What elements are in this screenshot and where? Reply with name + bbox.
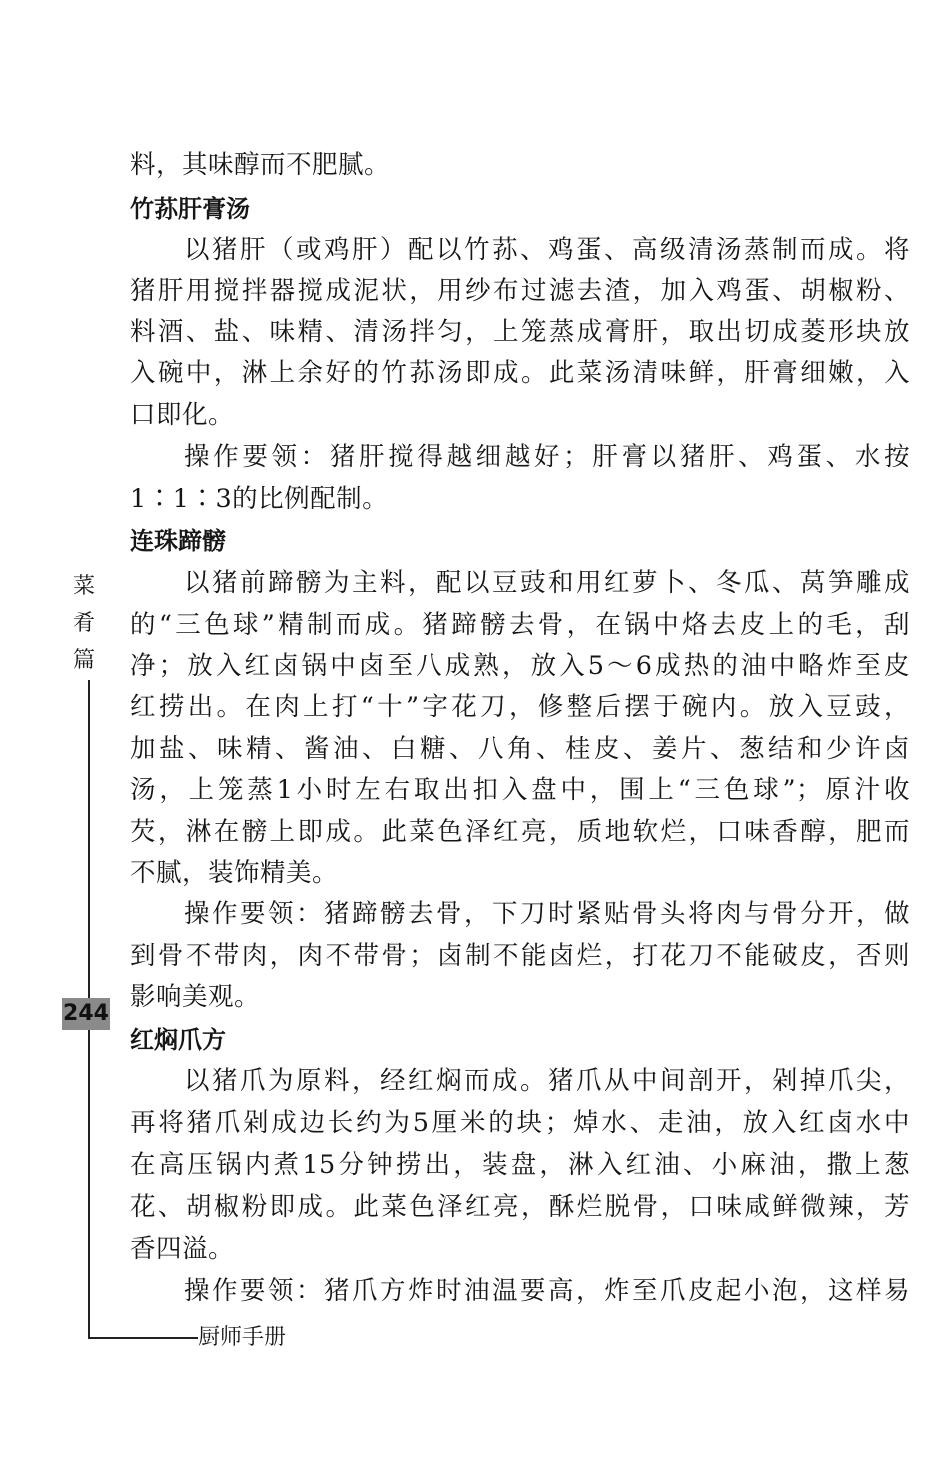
margin-rule-lower bbox=[88, 1030, 90, 1339]
text-line: 的“三色球”精制而成。猪蹄髈去骨，在锅中烙去皮上的毛，刮 bbox=[130, 610, 910, 640]
margin-rule-upper bbox=[88, 680, 90, 998]
text-line: 到骨不带肉，肉不带骨；卤制不能卤烂，打花刀不能破皮，否则 bbox=[130, 941, 910, 971]
text-line: 汤，上笼蒸1小时左右取出扣入盘中，围上“三色球”；原汁收 bbox=[130, 775, 910, 805]
text-line: 料酒、盐、味精、清汤拌匀，上笼蒸成膏肝，取出切成菱形块放 bbox=[130, 317, 910, 347]
section-heading: 竹荪肝膏汤 bbox=[130, 195, 250, 223]
text-line: 猪肝用搅拌器搅成泥状，用纱布过滤去渣，加入鸡蛋、胡椒粉、 bbox=[130, 276, 910, 306]
side-title-char: 肴 bbox=[72, 611, 95, 636]
text-line: 在高压锅内煮15分钟捞出，装盘，淋入红油、小麻油，撒上葱 bbox=[130, 1150, 910, 1180]
text-line: 净；放入红卤锅中卤至八成熟，放入5～6成热的油中略炸至皮 bbox=[130, 651, 910, 681]
section-heading: 红焖爪方 bbox=[130, 1026, 226, 1054]
text-line: 以猪前蹄髈为主料，配以豆豉和用红萝卜、冬瓜、莴笋雕成 bbox=[184, 568, 910, 598]
text-line: 香四溢。 bbox=[130, 1234, 235, 1264]
text-line: 入碗中，淋上余好的竹荪汤即成。此菜汤清味鲜，肝膏细嫩，入 bbox=[130, 358, 910, 388]
text-line: 操作要领：猪爪方炸时油温要高，炸至爪皮起小泡，这样易 bbox=[184, 1276, 910, 1306]
side-title-char: 菜 bbox=[72, 574, 95, 599]
side-section-title bbox=[66, 568, 102, 679]
text-line: 不腻，装饰精美。 bbox=[130, 858, 339, 888]
text-line: 芡，淋在髈上即成。此菜色泽红亮，质地软烂，口味香醇，肥而 bbox=[130, 817, 910, 847]
text-line: 操作要领：猪肝搅得越细越好；肝膏以猪肝、鸡蛋、水按 bbox=[184, 442, 910, 472]
text-line: 加盐、味精、酱油、白糖、八角、桂皮、姜片、葱结和少许卤 bbox=[130, 734, 910, 764]
text-line: 操作要领：猪蹄髈去骨，下刀时紧贴骨头将肉与骨分开，做 bbox=[184, 899, 910, 929]
text-line: 料，其味醇而不肥腻。 bbox=[130, 150, 391, 180]
text-line: 1∶1∶3的比例配制。 bbox=[130, 484, 389, 514]
text-line: 花、胡椒粉即成。此菜色泽红亮，酥烂脱骨，口味咸鲜微辣，芳 bbox=[130, 1192, 910, 1222]
section-heading: 连珠蹄髈 bbox=[130, 527, 226, 555]
text-line: 以猪爪为原料，经红焖而成。猪爪从中间剖开，剁掉爪尖， bbox=[184, 1066, 910, 1096]
text-line: 再将猪爪剁成边长约为5厘米的块；焯水、走油，放入红卤水中 bbox=[130, 1108, 910, 1138]
text-line: 红捞出。在肉上打“十”字花刀，修整后摆于碗内。放入豆豉， bbox=[130, 692, 910, 722]
footer-rule bbox=[88, 1337, 198, 1339]
running-footer: 厨师手册 bbox=[198, 1325, 287, 1350]
text-line: 以猪肝（或鸡肝）配以竹荪、鸡蛋、高级清汤蒸制而成。将 bbox=[184, 235, 910, 265]
side-title-char: 篇 bbox=[72, 648, 95, 673]
text-line: 影响美观。 bbox=[130, 982, 261, 1012]
page-number: 244 bbox=[62, 998, 110, 1030]
text-line: 口即化。 bbox=[130, 400, 235, 430]
